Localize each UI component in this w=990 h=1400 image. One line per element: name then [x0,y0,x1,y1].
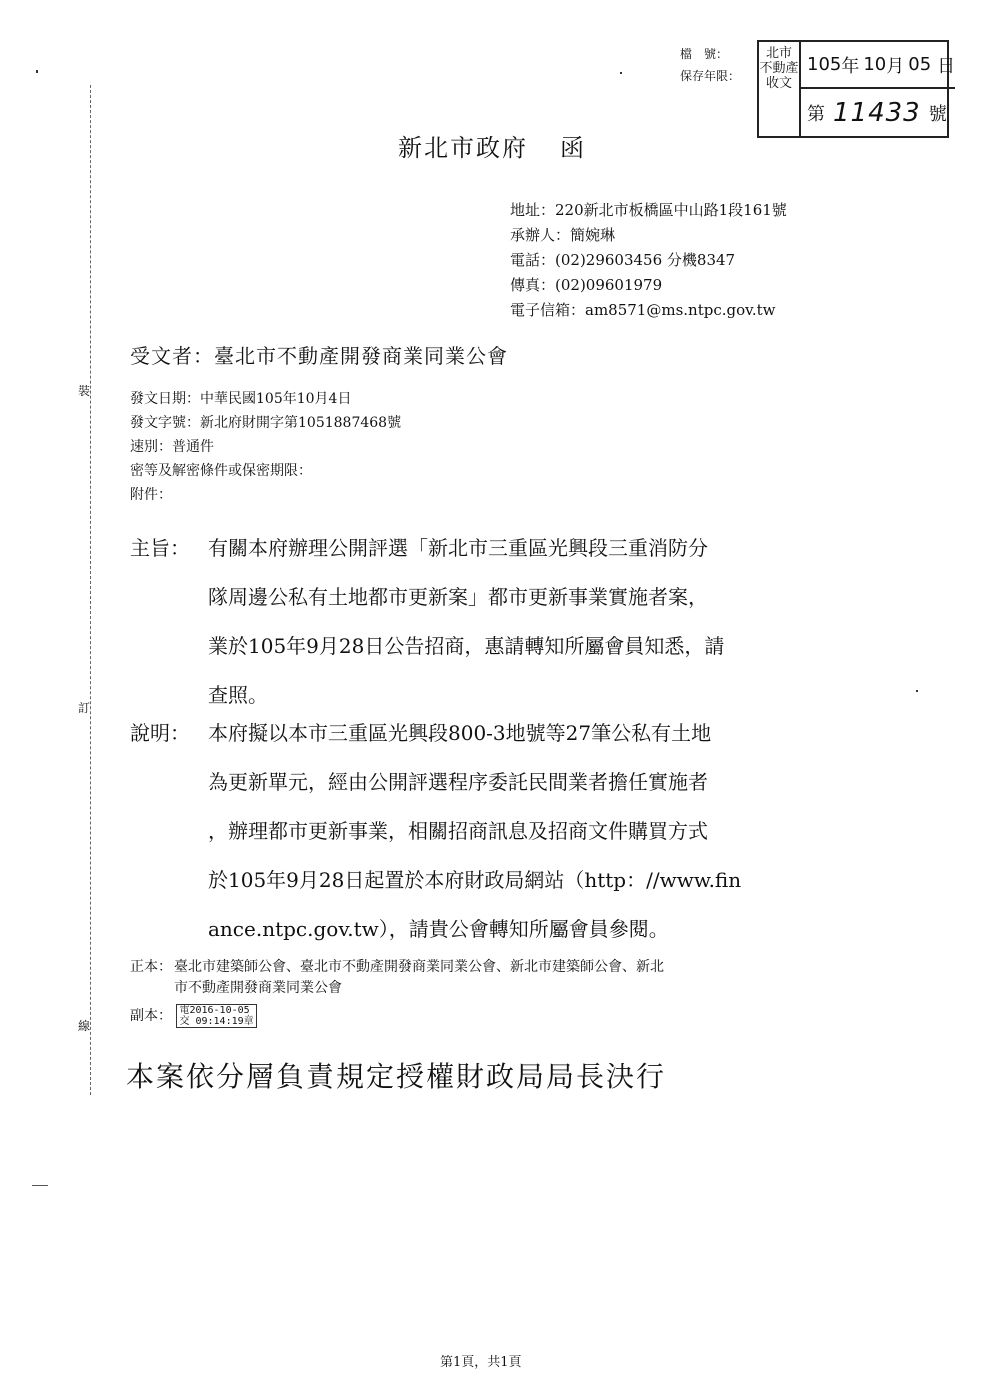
contact-fax: 傳真：(02)09601979 [510,276,663,294]
secrecy-level: 密等及解密條件或保密期限： [130,463,312,479]
subject-label: 主旨： [130,536,190,560]
issue-date: 發文日期：中華民國105年10月4日 [130,391,352,407]
receipt-stamp [757,40,956,138]
authorization-note: 本案依分層負責規定授權財政局局長決行 [126,1060,667,1093]
document-title [398,128,586,163]
scan-speck [916,690,918,692]
stamp-date [801,42,955,89]
contact-email: 電子信箱：am8571@ms.ntpc.gov.tw [510,301,776,319]
scan-speck [620,72,622,74]
stamp-year: 105 [807,54,842,75]
attachments: 附件： [130,487,172,503]
dispatch-chop [176,1004,256,1028]
document-meta [130,387,401,507]
binding-line [90,85,91,1095]
explanation-line: ，辦理都市更新事業，相關招商訊息及招商文件購買方式 [208,819,708,843]
subject-line: 業於105年9月28日公告招商，惠請轉知所屬會員知悉，請 [208,634,725,658]
binding-mark-middle: 訂 [78,697,90,718]
stamp-month-char: 月 [886,55,905,77]
dispatch-chop-line: 交 09:14:19章 [179,1016,254,1027]
stamp-unit-line: 北市 [765,46,792,61]
stamp-number-suffix: 號 [928,103,947,125]
explanation-section [130,709,741,954]
explanation-line: 為更新單元，經由公開評選程序委託民間業者擔任實施者 [208,770,708,794]
stamp-unit [759,42,801,136]
speed-class: 速別：普通件 [130,439,214,455]
archive-info [680,43,740,87]
stamp-number-prefix: 第 [807,103,825,125]
stamp-unit-line: 不動產 [759,61,799,76]
issue-number: 發文字號：新北府財開字第1051887468號 [130,415,402,431]
dispatch-chop-line: 電2016-10-05 [179,1005,250,1016]
scan-speck [32,1185,48,1186]
original-recipients-line: 臺北市建築師公會、臺北市不動產開發商業同業公會、新北市建築師公會、新北 [174,959,664,975]
stamp-day-char: 日 [937,55,956,77]
retention-label: 保存年限： [680,69,741,83]
contact-handler: 承辦人：簡婉琳 [510,226,616,244]
explanation-line: 本府擬以本市三重區光興段800-3地號等27筆公私有土地 [208,721,712,745]
contact-phone: 電話：(02)29603456 分機8347 [510,251,736,269]
original-recipients [130,957,664,999]
binding-mark-bottom: 線 [78,1015,90,1036]
stamp-number-value: 11433 [833,97,921,128]
contact-address: 地址：220新北市板橋區中山路1段161號 [510,201,787,219]
copy-recipients [130,1004,257,1028]
page-footer: 第1頁，共1頁 [440,1355,522,1370]
explanation-line: ance.ntpc.gov.tw），請貴公會轉知所屬會員參閱。 [208,917,669,941]
stamp-day: 05 [908,54,932,75]
file-number-label: 檔 號： [680,47,729,61]
binding-mark-top: 裝 [78,380,90,401]
original-label: 正本： [130,959,172,975]
stamp-number [801,89,955,136]
subject-line: 隊周邊公私有土地都市更新案」都市更新事業實施者案， [208,585,708,609]
stamp-year-char: 年 [841,55,860,77]
original-recipients-line: 市不動產開發商業同業公會 [174,980,342,996]
document-type: 函 [560,134,586,162]
issuer-name: 新北市政府 [398,134,528,162]
copy-label: 副本： [130,1008,172,1024]
stamp-month: 10 [863,54,887,75]
explanation-line: 於105年9月28日起置於本府財政局網站（http：//www.fin [208,868,742,892]
subject-line: 查照。 [208,683,268,707]
explanation-label: 說明： [130,721,190,745]
recipient: 受文者：臺北市不動產開發商業同業公會 [130,344,508,368]
subject-section [130,524,724,720]
contact-block [510,198,787,323]
stamp-unit-line: 收文 [765,76,792,91]
scan-speck [36,70,38,73]
subject-line: 有關本府辦理公開評選「新北市三重區光興段三重消防分 [208,536,708,560]
